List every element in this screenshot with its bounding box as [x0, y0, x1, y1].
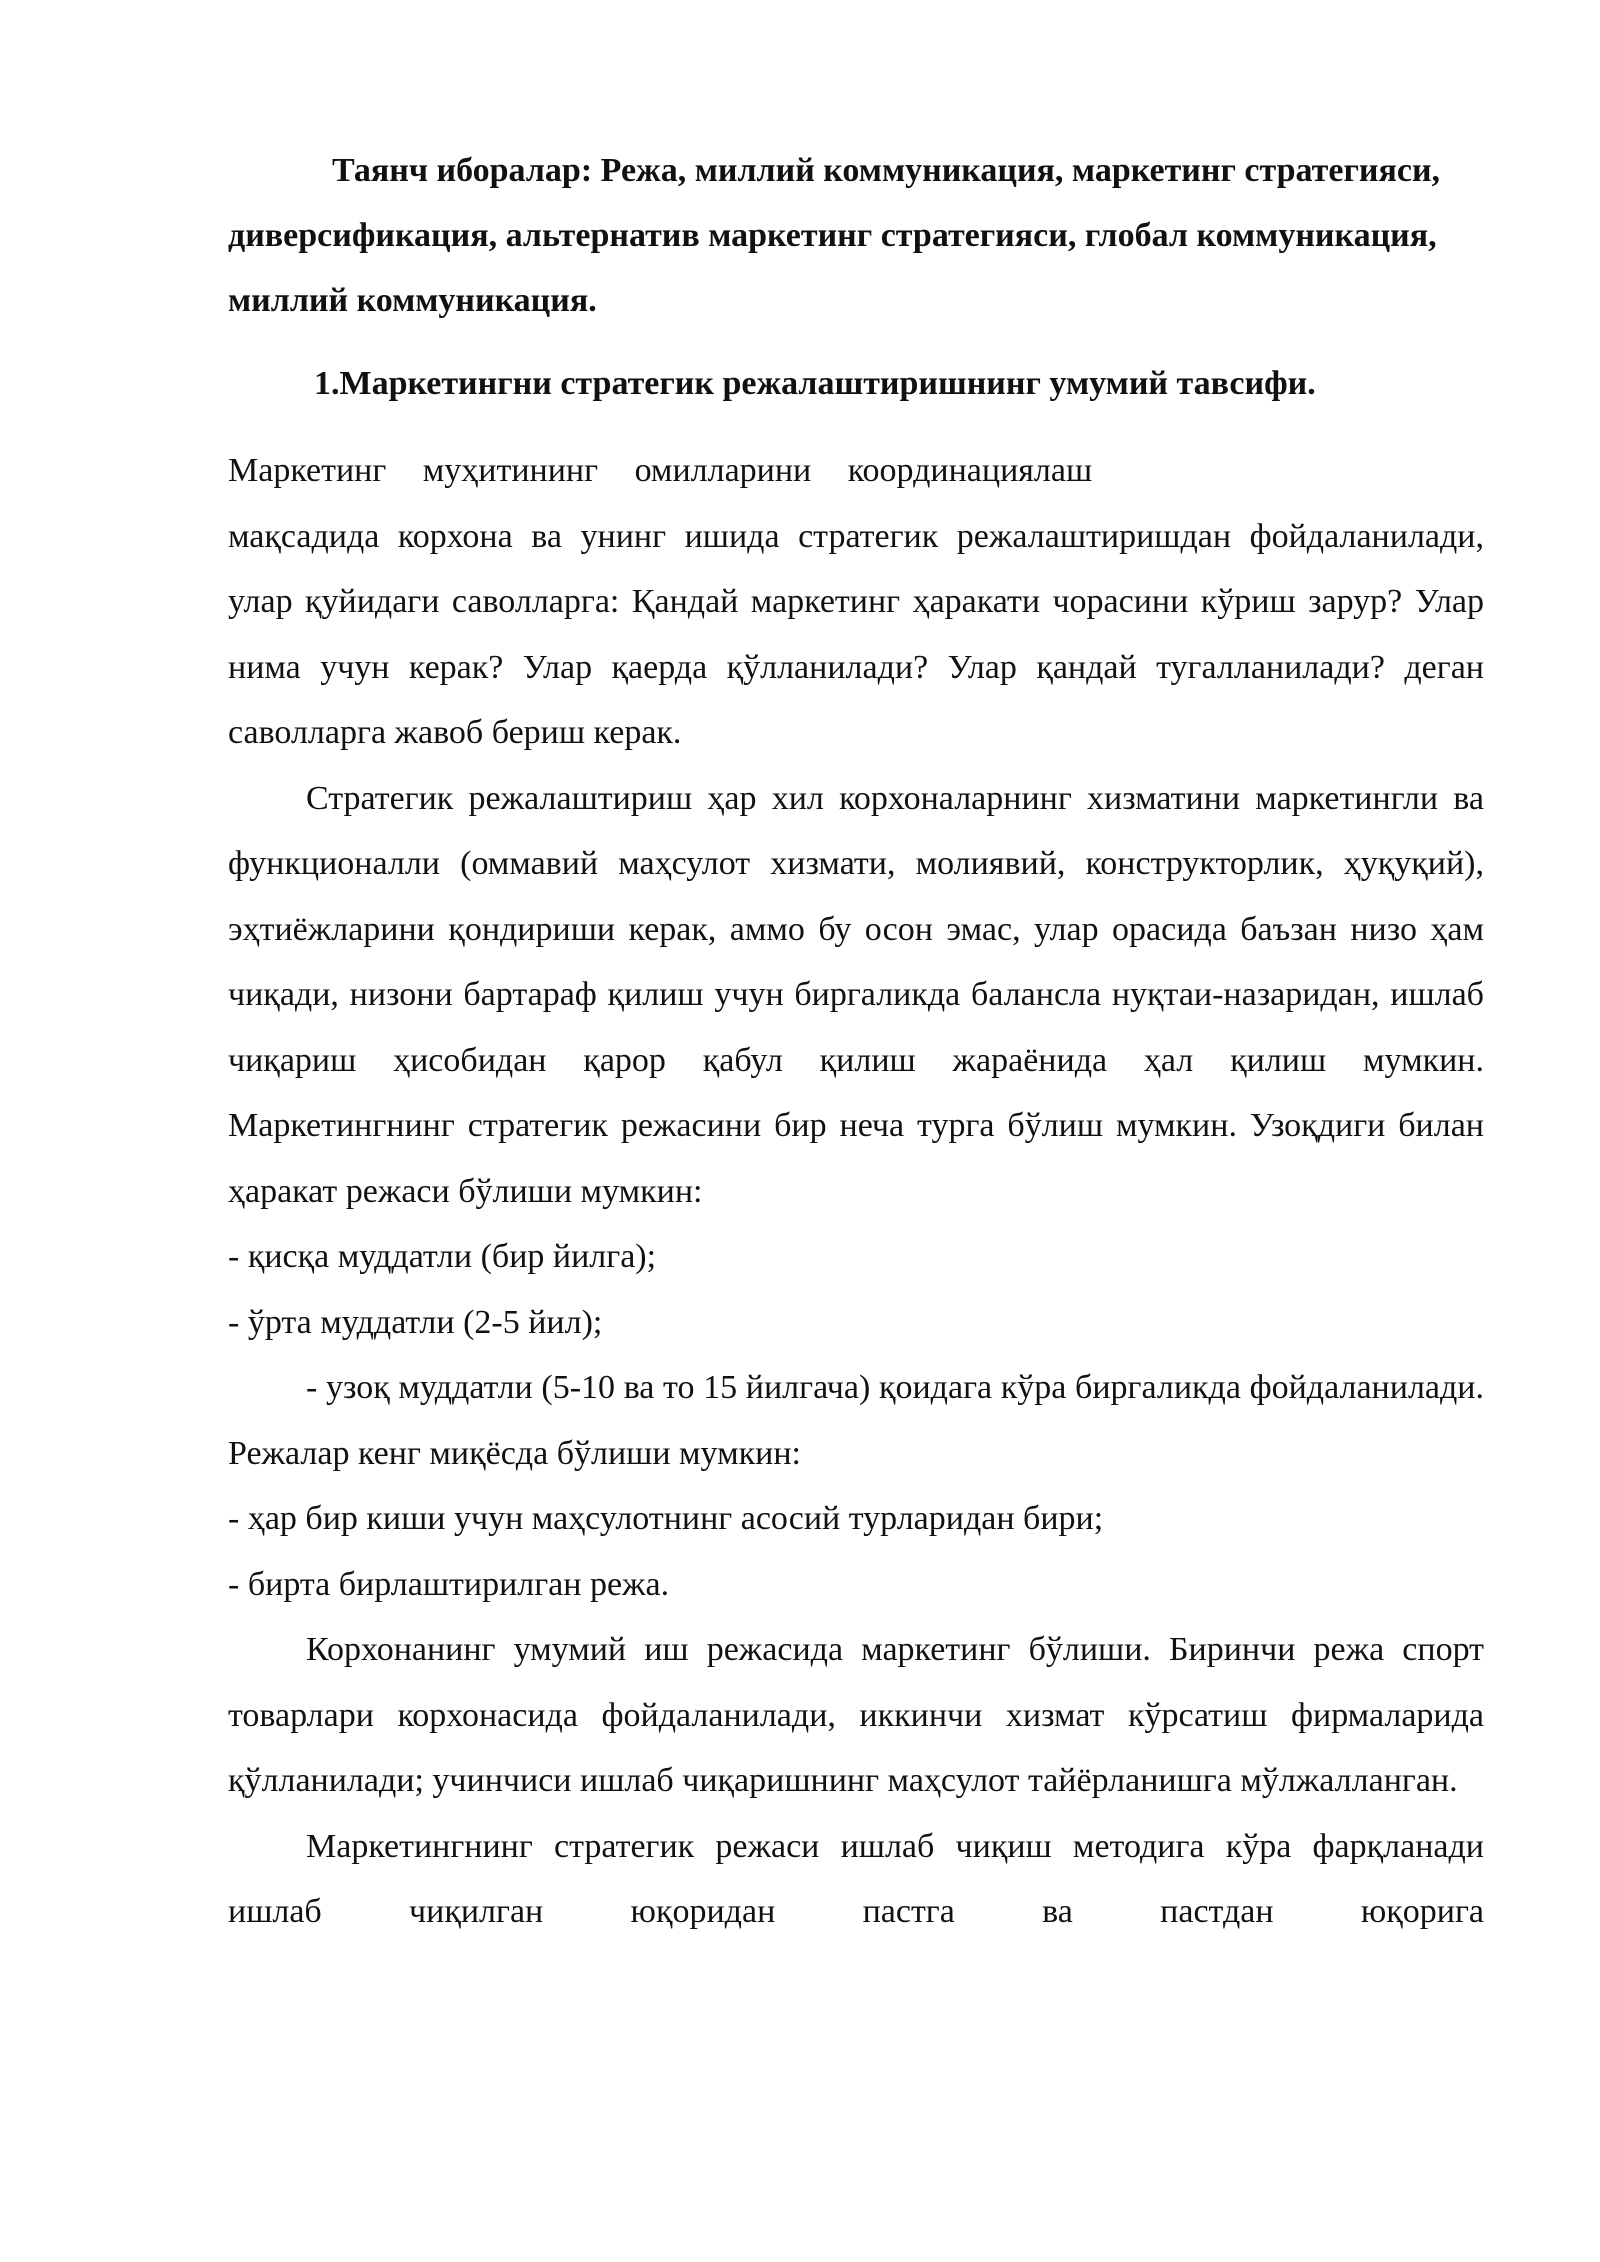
list-item-short-term: - қисқа муддатли (бир йилга); — [228, 1238, 657, 1275]
paragraph-5: Маркетингнинг стратегик режаси ишлаб чиқиш методига кўра фарқланади ишлаб чиқилган юқоридан пастга ва пастдан юқорига — [228, 1827, 1484, 1930]
section-heading: 1.Маркетингни стратегик режалаштиришнинг умумий тавсифи. — [314, 365, 1316, 402]
keywords-paragraph: Таянч иборалар: Режа, миллий коммуникация, маркетинг стратегияси, диверсификация, альтернатив маркетинг стратегияси, глобал коммуникация, миллий коммуникация. — [228, 152, 1441, 319]
paragraph-4: Корхонанинг умумий иш режасида маркетинг бўлиши. Биринчи режа спорт товарлари корхонасида фойдаланилади, иккинчи хизмат кўрсатиш фирмаларида қўлланилади; учинчиси ишлаб чиқаришнинг маҳсулот тайёрланишга мўлжалланган. — [228, 1631, 1484, 1799]
document-page — [228, 138, 1484, 1945]
paragraph-2: Стратегик режалаштириш ҳар хил корхоналарнинг хизматини маркетингли ва функционалли (оммавий маҳсулот хизмати, молиявий, конструкторлик, ҳуқуқий), эҳтиёжларини қондириши керак, аммо бу осон эмас, улар орасида баъзан низо ҳам чиқади, низони бартараф қилиш учун биргаликда балансла нуқтаи-назаридан, ишлаб чиқариш ҳисобидан қарор қабул қилиш жараёнида ҳал қилиш мумкин. Маркетингнинг стратегик режасини бир неча турга бўлиш мумкин. Узоқдиги билан ҳаракат режаси бўлиши мумкин: — [228, 779, 1484, 1210]
paragraph-1-first-line: Маркетинг муҳитининг омилларини координациялаш — [228, 452, 1093, 489]
paragraph-3: - узоқ муддатли (5-10 ва то 15 йилгача) қоидага кўра биргаликда фойдаланилади. Режалар кенг миқёсда бўлиши мумкин: — [228, 1369, 1484, 1472]
paragraph-1: мақсадида корхона ва унинг ишида стратегик режалаштиришдан фойдаланилади, улар қуйидаги саволларга: Қандай маркетинг ҳаракати чорасини кўриш зарур? Улар нима учун керак? Улар қаерда қўлланилади? Улар қандай тугалланилади? деган саволларга жавоб бериш керак. — [228, 517, 1484, 751]
list-item-mid-term: - ўрта муддатли (2-5 йил); — [228, 1303, 603, 1341]
list-item-unified-plan: - бирта бирлаштирилган режа. — [228, 1565, 670, 1603]
list-item-each-product: - ҳар бир киши учун маҳсулотнинг асосий турларидан бири; — [228, 1500, 1104, 1537]
